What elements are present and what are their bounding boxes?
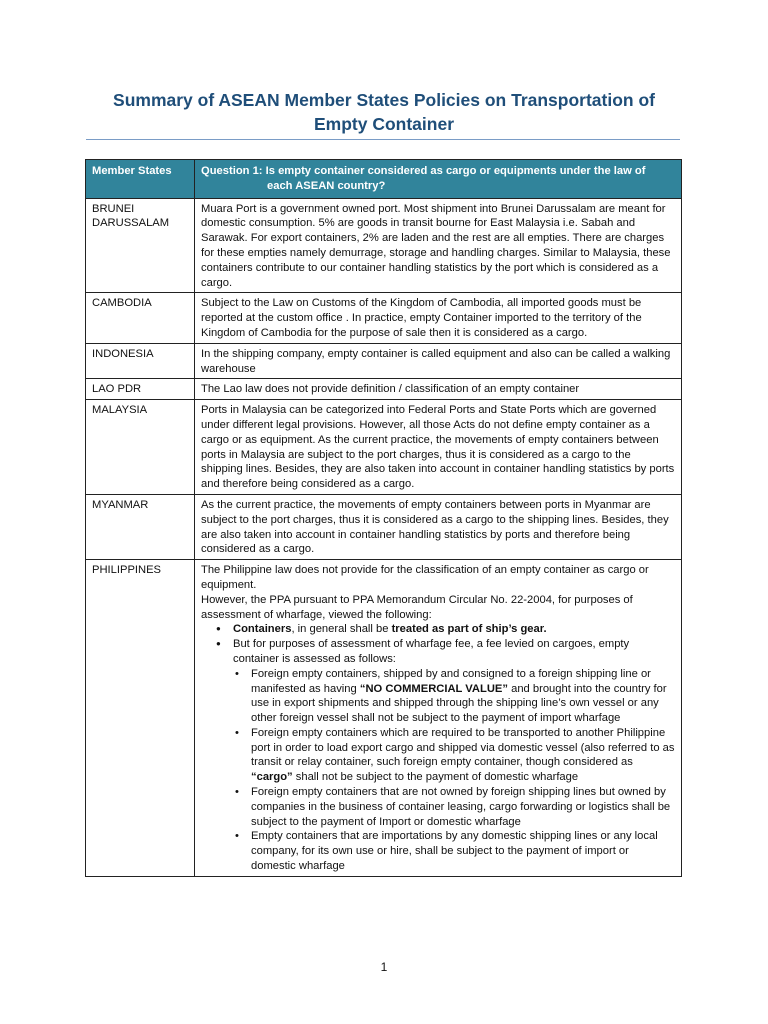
state-cell: BRUNEI DARUSSALAM [86, 198, 195, 293]
header-member-states: Member States [86, 160, 195, 199]
policy-cell: As the current practice, the movements of empty containers between ports in Myanmar are subject to the port charges, thus it is considered as a cargo to the shipping lines. Besides, they are also taken into account in container handling statistics by ports and therefore being considered as a cargo. [195, 494, 682, 559]
bold-text: “NO COMMERCIAL VALUE” [359, 682, 508, 695]
policy-cell: The Lao law does not provide definition / classification of an empty container [195, 379, 682, 400]
table-row-philippines [86, 560, 682, 877]
list-item-text: But for purposes of assessment of wharfage fee, a fee levied on cargoes, empty container is assessed as follows: [233, 638, 630, 665]
sub-list-item [251, 726, 675, 785]
page-number: 1 [380, 960, 388, 974]
list-item-text: and brought into the country for use in export shipments and shipped through the shipping line’s own vessel or any other foreign vessel shall not be subject to the payment of import wharfage [251, 682, 667, 725]
question-text-line1: Question 1: Is empty container considered as cargo or equipments under the law of [201, 165, 646, 177]
policy-table [85, 159, 682, 877]
bold-text: Containers [233, 623, 292, 636]
policy-cell: In the shipping company, empty container is called equipment and also can be called a walking warehouse [195, 343, 682, 379]
list-item-text: Foreign empty containers, shipped by and consigned to a foreign shipping line or manifested as having [251, 667, 651, 695]
header-question-1 [195, 160, 682, 199]
policy-cell: Ports in Malaysia can be categorized into Federal Ports and State Ports which are governed under different legal provisions. However, all those Acts do not define empty container as a cargo or as equipment. As the current practice, the movements of empty containers between ports in Malaysia are subject to the port charges, thus it is considered as a cargo to the shipping lines. Besides, they are also taken into account in container handling statistics by ports and therefore being considered as a cargo. [195, 400, 682, 495]
policy-cell: Muara Port is a government owned port. Most shipment into Brunei Darussalam are meant for domestic consumption. 5% are goods in transit bourne for East Malaysia i.e. Sabah and Sarawak. For export containers, 2% are laden and the rest are all empties. There are charges for these empties namely demurrage, storage and handling charges. Similar to Malaysia, these containers contribute to our container handling statistics by the port which is considered as a cargo. [195, 198, 682, 293]
table-header-row [86, 160, 682, 199]
philippines-intro-2: However, the PPA pursuant to PPA Memorandum Circular No. 22-2004, for purposes of assessment of wharfage, viewed the following: [201, 593, 633, 621]
sub-list-item [251, 829, 675, 873]
table-row [86, 494, 682, 559]
list-item [233, 622, 675, 637]
table-row [86, 198, 682, 293]
title-divider [86, 139, 680, 140]
list-item-text: Empty containers that are importations by any domestic shipping lines or any local company, for its own use or hire, shall be subject to the payment of import or domestic wharfage [251, 830, 658, 873]
table-row [86, 343, 682, 379]
list-item-text: , in general shall be [291, 623, 392, 636]
bold-text: treated as part of ship’s gear. [391, 623, 547, 636]
philippines-sub-list [233, 667, 675, 874]
sub-list-item [251, 667, 675, 726]
table-row [86, 379, 682, 400]
document-title: Summary of ASEAN Member States Policies on Transportation of Empty Container [113, 90, 655, 134]
state-cell: INDONESIA [86, 343, 195, 379]
table-row [86, 293, 682, 343]
list-item-text: Foreign empty containers which are required to be transported to another Philippine port in order to load export cargo and shipped via domestic vessel (also referred to as transit or relay container, such foreign empty container, though considered as [251, 726, 675, 769]
list-item [233, 637, 675, 874]
question-text-line2: each ASEAN country? [267, 179, 386, 192]
state-cell: CAMBODIA [86, 293, 195, 343]
bold-text: “cargo” [251, 771, 293, 784]
list-item-text: shall not be subject to the payment of domestic wharfage [292, 771, 579, 784]
sub-list-item [251, 785, 675, 829]
philippines-intro-1: The Philippine law does not provide for the classification of an empty container as cargo or equipment. [201, 564, 649, 591]
philippines-bullet-list [201, 622, 675, 874]
state-cell: PHILIPPINES [86, 560, 195, 877]
table-row [86, 400, 682, 495]
policy-cell [195, 560, 682, 877]
state-cell: MYANMAR [86, 494, 195, 559]
state-cell: LAO PDR [86, 379, 195, 400]
list-item-text: Foreign empty containers that are not owned by foreign shipping lines but owned by companies in the business of container leasing, cargo forwarding or logistics shall be subject to the payment of Import or domestic wharfage [251, 786, 671, 828]
policy-cell: Subject to the Law on Customs of the Kingdom of Cambodia, all imported goods must be reported at the custom office . In practice, empty Container imported to the territory of the Kingdom of Cambodia for the purpose of sale then it is considered as a cargo. [195, 293, 682, 343]
state-cell: MALAYSIA [86, 400, 195, 495]
